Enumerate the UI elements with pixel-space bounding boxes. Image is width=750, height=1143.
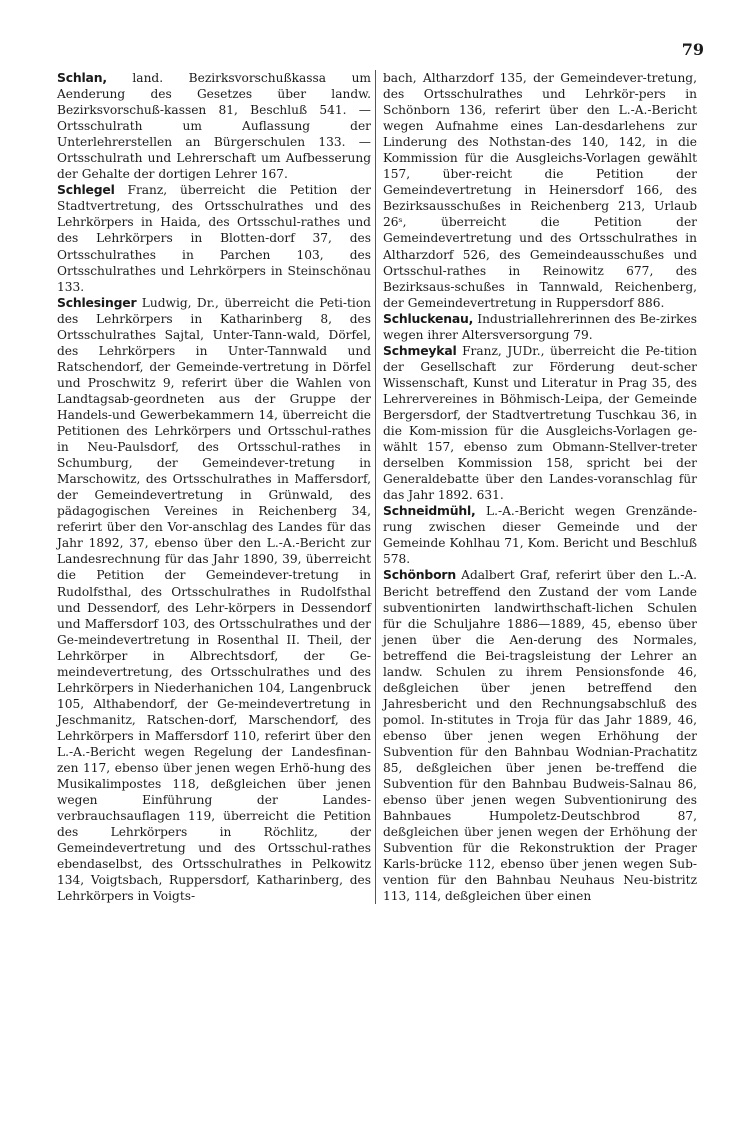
page-number: 79 [681, 40, 704, 59]
entry-heading: Schönborn [383, 567, 456, 583]
right-column [383, 70, 697, 904]
entry-heading: Schmeykal [383, 342, 457, 358]
index-entry-schneidmuehl [383, 503, 697, 567]
index-columns [57, 70, 697, 904]
index-entry-schlesinger [57, 295, 371, 905]
entry-heading: Schluckenau, [383, 310, 474, 326]
entry-text: Ludwig, Dr., überreicht die Peti-tion des Lehrkörpers in Katharinberg 8, des Ortsschulrathes Sajtal, Unter-Tann-wald, Dörfel, des Lehrkörpers in Unter-Tannwald und Ratschendorf, der Gemeinde-vertretung in Dörfel und Proschwitz 9, referirt über die Wahlen von Landtagsab-geordneten aus der Gruppe der Handels-und Gewerbekammern 14, überreicht die Petitionen des Lehrkörpers und Ortsschul-rathes in Neu-Paulsdorf, des Ortsschul-rathes in Schumburg, der Gemeindever-tretung in Marschowitz, des Ortsschulrathes in Maffersdorf, der Gemeindevertretung in Grünwald, des pädagogischen Vereines in Reichenberg 34, referirt über den Vor-anschlag des Landes für das Jahr 1892, 37, ebenso über den L.-A.-Bericht zur Landesrechnung für das Jahr 1890, 39, überreicht die Petition der Gemeindever-tretung in Rudolfsthal, des Ortsschulrathes in Rudolfsthal und Dessendorf, des Lehr-körpers in Dessendorf und Maffersdorf 103, des Ortsschulrathes und der Ge-meindevertretung in Rosenthal II. Theil, der Lehrkörper in Albrechtsdorf, der Ge-meindevertretung, des Ortsschulrathes und des Lehrkörpers in Niederhanichen 104, Langenbruck 105, Althabendorf, der Ge-meindevertretung in Jeschmanitz, Ratschen-dorf, Marschendorf, des Lehrkörpers in Maffersdorf 110, referirt über den L.-A.-Bericht wegen Regelung der Landesfinan-zen 117, ebenso über jenen wegen Erhö-hung des Musikalimpostes 118, deßgleichen über jenen wegen Einführung der Landes-verbrauchsauflagen 119, überreicht die Petition des Lehrkörpers in Röchlitz, der Gemeindevertretung und des Ortsschul-rathes ebendaselbst, des Ortsschulrathes in Pelkowitz 134, Voigtsbach, Ruppersdorf, Katharinberg, des Lehrkörpers in Voigts- [57, 295, 372, 904]
index-entry-continuation [383, 70, 697, 311]
entry-heading: Schlesinger [57, 294, 137, 310]
entry-text: L.-A.-Bericht wegen Grenzände-rung zwischen dieser Gemeinde und der Gemeinde Kohlhau 71, Kom. Bericht und Beschluß 578. [383, 504, 697, 567]
entry-text: Adalbert Graf, referirt über den L.-A. Bericht betreffend den Zustand der vom Lande subventionirten landwirthschaft-lichen Schulen für die Schuljahre 1886—1889, 45, ebenso über jenen über die Aen-derung des Normales, betreffend die Bei-tragsleistung der Lehrer an landw. Schulen zu ihrem Pensionsfonde 46, deßgleichen über jenen betreffend den Jahresbericht und den Rechnungsabschluß des pomol. In-stitutes in Troja für das Jahr 1889, 46, ebenso über jenen wegen Erhöhung der Subvention für den Bahnbau Wodnian-Prachatitz 85, deßgleichen über jenen be-treffend die Subvention für den Bahnbau Budweis-Salnau 86, ebenso über jenen wegen Subventionirung des Bahnbaues Humpoletz-Deutschbrod 87, deßgleichen über jenen wegen der Erhöhung der Subvention für die Rekonstruktion der Prager Karls-brücke 112, ebenso über jenen wegen Sub-vention für den Bahnbau Neuhaus Neu-bistritz 113, 114, deßgleichen über einen [383, 568, 697, 904]
index-entry-schluckenau [383, 311, 697, 343]
left-column [57, 70, 376, 904]
index-entry-schlan [57, 70, 371, 182]
entry-heading: Schneidmühl, [383, 503, 476, 519]
index-entry-schmeykal [383, 343, 697, 503]
index-entry-schoenborn [383, 567, 697, 904]
index-entry-schlegel [57, 182, 371, 294]
entry-text: land. Bezirksvorschußkassa um Aenderung des Gesetzes über landw. Bezirksvorschuß-kassen 81, Beschluß 541. — Ortsschulrath um Auflassung der Unterlehrerstellen an Bürgerschulen 133. — Ortsschulrath und Lehrerschaft um Aufbesserung der Gehalte der dortigen Lehrer 167. [57, 71, 371, 182]
entry-text: bach, Altharzdorf 135, der Gemeindever-tretung, des Ortsschulrathes und Lehrkör-pers in Schönborn 136, referirt über den L.-A.-Bericht wegen Aufnahme eines Lan-desdarlehens zur Linderung des Nothstan-des 140, 142, in die Kommission für die Ausgleichs-Vorlagen gewählt 157, über-reicht die Petition der Gemeindevertretung in Heinersdorf 166, des Bezirksausschußes in Reichenberg 213, Urlaub 26ˢ, überreicht die Petition der Gemeindevertretung und des Ortsschulrathes in Altharzdorf 526, des Gemeindeausschußes und Ortsschul-rathes in Reinowitz 677, des Bezirksaus-schußes in Tannwald, Reichenberg, der Gemeindevertretung in Ruppersdorf 886. [383, 71, 697, 310]
entry-heading: Schlegel [57, 182, 115, 198]
entry-text: Industriallehrerinnen des Be-zirkes wegen ihrer Altersversorgung 79. [383, 311, 698, 342]
entry-heading: Schlan, [57, 70, 107, 85]
entry-text: Franz, JUDr., überreicht die Pe-tition der Gesellschaft zur Förderung deut-scher Wissenschaft, Kunst und Literatur in Prag 35, des Lehrervereines in Böhmisch-Leipa, der Gemeinde Bergersdorf, der Stadtvertretung Tuschkau 36, in die Kom-mission für die Ausgleichs-Vorlagen ge-wählt 157, ebenso zum Obmann-Stellver-treter derselben Kommission 158, spricht bei der Generaldebatte über den Landes-voranschlag für das Jahr 1892. 631. [383, 343, 697, 503]
entry-text: Franz, überreicht die Petition der Stadtvertretung, des Ortsschulrathes und des Lehrkörpers in Haida, des Ortsschul-rathes und des Lehrkörpers in Blotten-dorf 37, des Ortsschulrathes in Parchen 103, des Ortsschulrathes und Lehrkörpers in Steinschönau 133. [57, 183, 371, 294]
